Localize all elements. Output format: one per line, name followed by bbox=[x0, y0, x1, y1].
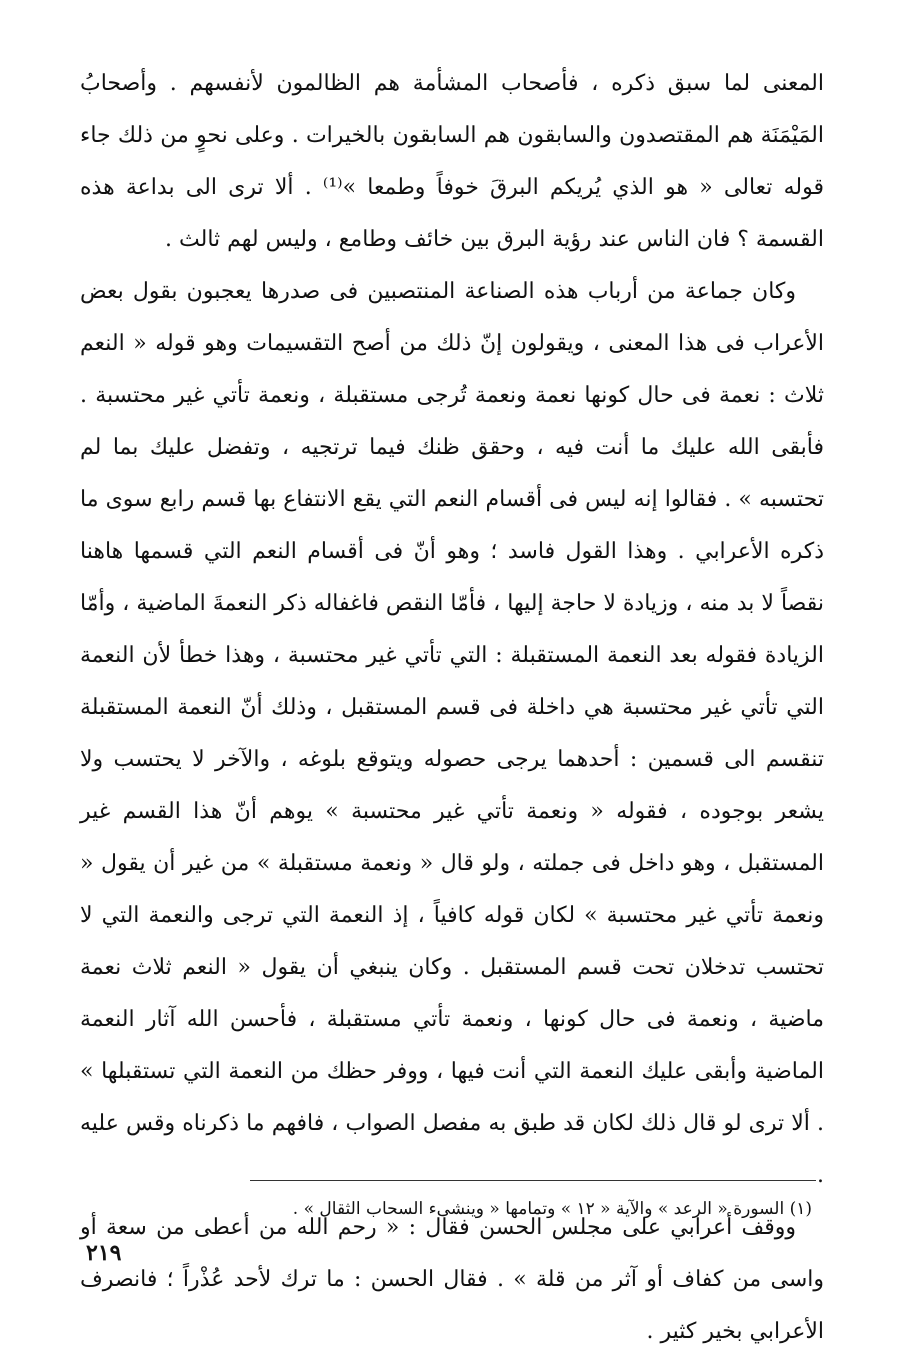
page-number: ٢١٩ bbox=[86, 1240, 122, 1266]
paragraph-1: المعنى لما سبق ذكره ، فأصحاب المشأمة هم الظالمون لأنفسهم . وأصحابُ المَيْمَنَة هم المقتصدون والسابقون هم السابقون بالخيرات . وعلى نحوٍ من ذلك جاء قوله تعالى « هو الذي يُريكم البرقَ خوفاً وطمعا »⁽¹⁾ . ألا ترى الى بداعة هذه القسمة ؟ فان الناس عند رؤية البرق بين خائف وطامع ، وليس لهم ثالث . bbox=[80, 71, 824, 252]
paragraph-2: وكان جماعة من أرباب هذه الصناعة المنتصبين فى صدرها يعجبون بقول بعض الأعراب فى هذا المعنى ، ويقولون إنّ ذلك من أصح التقسيمات وهو قوله « النعم ثلاث : نعمة فى حال كونها نعمة ونعمة تُرجى مستقبلة ، ونعمة تأتي غير محتسبة . فأبقى الله عليك ما أنت فيه ، وحقق ظنك فيما ترتجيه ، وتفضل عليك بما لم تحتسبه » . فقالوا إنه ليس فى أقسام النعم التي يقع الانتفاع بها قسم رابع سوى ما ذكره الأعرابي . وهذا القول فاسد ؛ وهو أنّ فى أقسام النعم التي قسمها هاهنا نقصاً لا بد منه ، وزيادة لا حاجة إليها ، فأمّا النقص فاغفاله ذكر النعمةَ الماضية ، وأمّا الزيادة فقوله بعد النعمة المستقبلة : التي تأتي غير محتسبة ، وهذا خطأ لأن النعمة التي تأتي غير محتسبة هي داخلة فى قسم المستقبل ، وذلك أنّ النعمة المستقبلة تنقسم الى قسمين : أحدهما يرجى حصوله ويتوقع بلوغه ، والآخر لا يحتسب ولا يشعر بوجوده ، فقوله « ونعمة تأتي غير محتسبة » يوهم أنّ هذا القسم غير المستقبل ، وهو داخل فى جملته ، ولو قال « ونعمة مستقبلة » من غير أن يقول « ونعمة تأتي غير محتسبة » لكان قوله كافياً ، إذ النعمة التي ترجى والنعمة التي لا تحتسب تدخلان تحت قسم المستقبل . وكان ينبغي أن يقول « النعم ثلاث نعمة ماضية ، ونعمة فى حال كونها ، ونعمة تأتي مستقبلة ، فأحسن الله آثار النعمة الماضية وأبقى عليك النعمة التي أنت فيها ، ووفر حظك من النعمة التي تستقبلها » . ألا ترى لو قال ذلك لكان قد طبق به مفصل الصواب ، فافهم ما ذكرناه وقس عليه . bbox=[80, 279, 825, 1188]
footnote-divider bbox=[250, 1180, 816, 1181]
paragraph-3: ووقف أعرابي على مجلس الحسن فقال : « رحم الله من أعطى من سعة أو واسى من كفاف أو آثر من قلة » . فقال الحسن : ما ترك لأحد عُذْراً ؛ فانصرف الأعرابي بخير كثير . bbox=[80, 1215, 824, 1344]
footnote: (١) السورة « الرعد » والآية « ١٢ » وتمامها « وينشىء السحاب الثقال » . bbox=[292, 1199, 812, 1219]
